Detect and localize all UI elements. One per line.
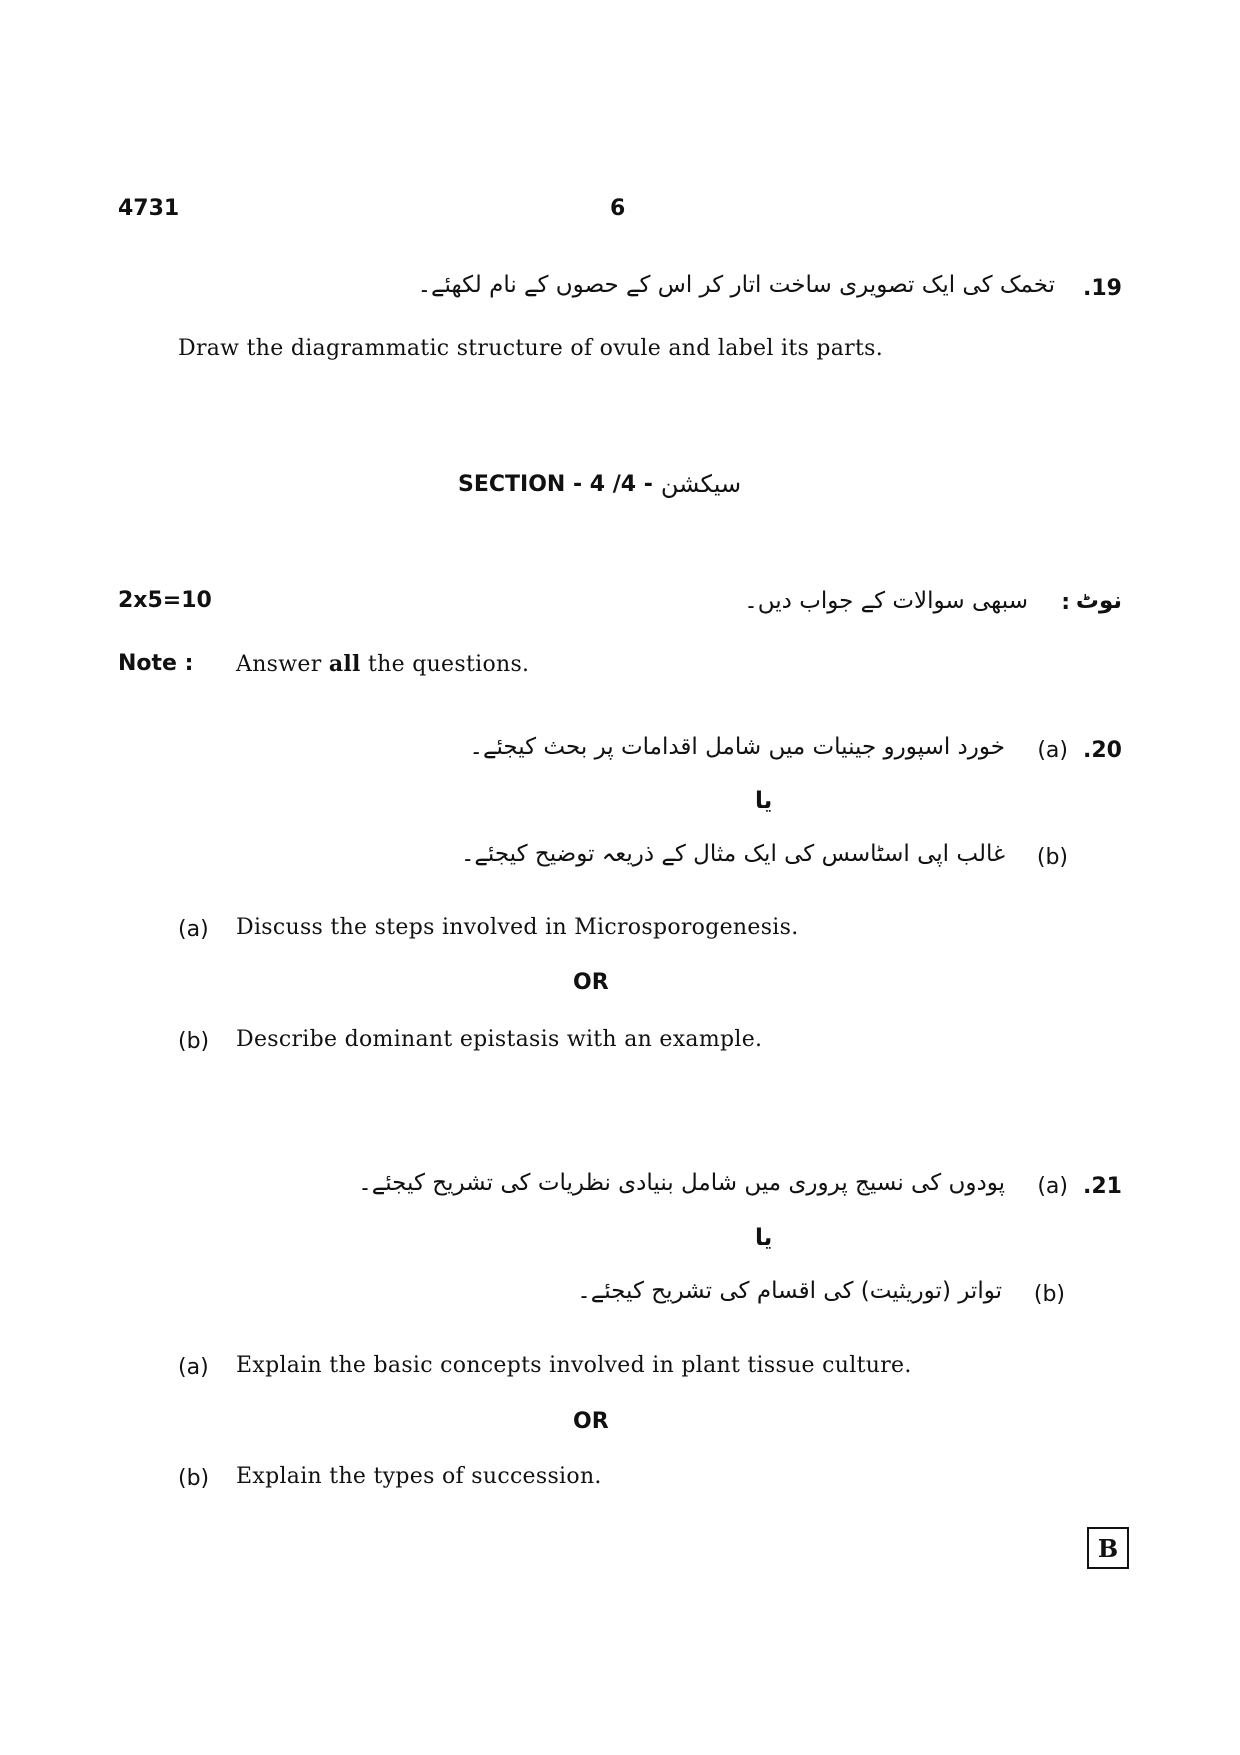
- note-urdu-text: سبھی سوالات کے جواب دیں۔: [744, 588, 1028, 614]
- paper-code: 4731: [118, 196, 180, 221]
- question-number-21: .21: [1083, 1174, 1122, 1199]
- q20-english-b-label: (b): [178, 1029, 210, 1054]
- q21-english-b-text: Explain the types of succession.: [236, 1464, 602, 1489]
- note-label: Note :: [118, 651, 194, 676]
- q21-urdu-a-label: (a): [1037, 1174, 1068, 1199]
- q20-english-a-text: Discuss the steps involved in Microsporogenesis.: [236, 915, 799, 940]
- note-urdu-colon: :: [1061, 590, 1070, 615]
- q20-urdu-or: یا: [755, 788, 773, 814]
- q20-english-b-text: Describe dominant epistasis with an example.: [236, 1027, 763, 1052]
- q21-english-a-label: (a): [178, 1355, 209, 1380]
- note-urdu-label: نوٹ: [1075, 588, 1122, 614]
- booklet-series-box: B: [1087, 1527, 1129, 1569]
- marks-scheme: 2x5=10: [118, 588, 212, 613]
- section-title: SECTION - 4 /4 -: [458, 471, 653, 497]
- q20-urdu-a-label: (a): [1037, 738, 1068, 763]
- q21-urdu-b-label: (b): [1033, 1282, 1065, 1307]
- q19-urdu-text: تخمک کی ایک تصویری ساخت اتار کر اس کے حصوں کے نام لکھئے۔: [417, 272, 1055, 298]
- q20-urdu-a-text: خورد اسپورو جینیات میں شامل اقدامات پر بحث کیجئے۔: [469, 734, 1005, 760]
- q20-urdu-b-text: غالب اپی اسٹاسس کی ایک مثال کے ذریعہ توضیح کیجئے۔: [460, 841, 1005, 867]
- question-number-19: .19: [1083, 276, 1122, 301]
- section-title-urdu: سیکشن: [660, 470, 742, 498]
- q21-or: OR: [573, 1409, 609, 1434]
- note-text-emphasis: all: [328, 651, 361, 677]
- note-text-end: the questions.: [367, 652, 530, 677]
- section-heading: [458, 470, 741, 498]
- q21-urdu-b-text: تواتر (توریثیت) کی اقسام کی تشریح کیجئے۔: [577, 1278, 1002, 1304]
- q21-urdu-a-text: پودوں کی نسیج پروری میں شامل بنیادی نظریات کی تشریح کیجئے۔: [358, 1170, 1005, 1196]
- note-text-start: Answer: [236, 652, 322, 677]
- q21-english-b-label: (b): [178, 1466, 210, 1491]
- note-text: [236, 651, 529, 677]
- q20-urdu-b-label: (b): [1036, 845, 1068, 870]
- q21-urdu-or: یا: [755, 1225, 773, 1251]
- q20-english-a-label: (a): [178, 917, 209, 942]
- q20-or: OR: [573, 970, 609, 995]
- q21-english-a-text: Explain the basic concepts involved in plant tissue culture.: [236, 1353, 912, 1378]
- page-number: 6: [610, 196, 626, 221]
- question-number-20: .20: [1083, 738, 1122, 763]
- q19-english-text: Draw the diagrammatic structure of ovule and label its parts.: [178, 336, 883, 361]
